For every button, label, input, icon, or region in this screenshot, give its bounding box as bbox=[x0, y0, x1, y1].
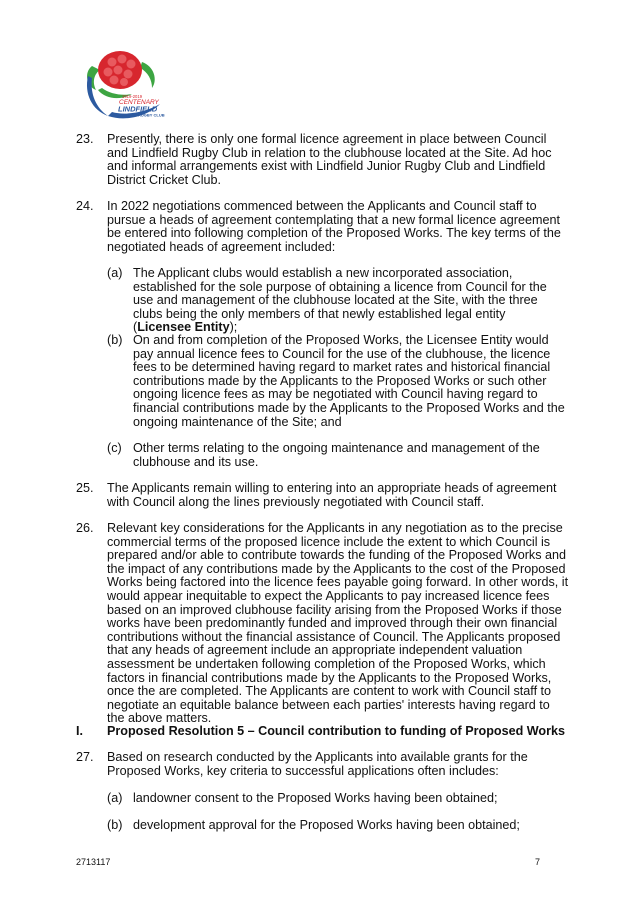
paragraph-text: Relevant key considerations for the Applicants in any negotiation as to the precise commercial terms of the proposed licence include the extent to which Council is prepared and/or able to contribute towards the funding of the Proposed Works and the impact of any contributions made by the Applicants to the cost of the Proposed Works being factored into the licence fees payable going forward. In other words, it would appear inequitable to expect the Applicants to pay increased licence fees based on an improved clubhouse facility arising from the Proposed Works if those works have been predominantly funded and improved through their own financial contributions without the financial assistance of Council. The Applicants proposed that any heads of agreement include an appropriate independent valuation assessment be undertaken following completion of the Proposed Works, which factors in financial contributions made by the Applicants to the Proposed Works, once the are completed. The Applicants are content to work with Council staff to negotiate an equitable balance between each parties' interests having regard to the above matters. bbox=[107, 521, 569, 726]
subparagraph-label: (a) bbox=[107, 266, 123, 280]
subparagraph-text: landowner consent to the Proposed Works having been obtained; bbox=[133, 791, 498, 805]
section-heading-text: Proposed Resolution 5 – Council contribution to funding of Proposed Works bbox=[107, 724, 566, 738]
subparagraph-label: (b) bbox=[107, 818, 123, 832]
logo-centenary: CENTENARY bbox=[119, 99, 159, 106]
subparagraph-text-before: The Applicant clubs would establish a new incorporated association, established for the sole purpose of obtaining a licence from Council for the use and management of the clubhouse located at the Site, with the three clubs being the only members of that newly established legal entity ( bbox=[133, 266, 547, 335]
footer-page-number: 7 bbox=[535, 857, 541, 867]
paragraph-text: Presently, there is only one formal licence agreement in place between Council and Lindfield Rugby Club in relation to the clubhouse located at the Site. Ad hoc and informal arrangements exist with Lindfield Junior Rugby Club and Lindfield District Cricket Club. bbox=[107, 132, 552, 187]
paragraph-text: The Applicants remain willing to entering into an appropriate heads of agreement with Council along the lines previously negotiated with Council staff. bbox=[107, 481, 557, 509]
paragraph-number: 25. bbox=[76, 481, 94, 495]
subparagraph-text: Other terms relating to the ongoing maintenance and management of the clubhouse and its use. bbox=[133, 441, 540, 469]
logo-name: LINDFIELD bbox=[118, 104, 158, 114]
paragraph-text: Based on research conducted by the Applicants into available grants for the Proposed Works, key criteria to successful applications often includes: bbox=[107, 750, 528, 778]
defined-term-licensee-entity: Licensee Entity bbox=[137, 320, 230, 335]
subparagraph-text: development approval for the Proposed Works having been obtained; bbox=[133, 818, 520, 832]
paragraph-text: In 2022 negotiations commenced between the Applicants and Council staff to pursue a heads of agreement contemplating that a new formal licence agreement be entered into following completion of the Proposed Works. The key terms of the negotiated heads of agreement included: bbox=[107, 199, 561, 254]
subparagraph-label: (a) bbox=[107, 791, 123, 805]
footer-document-id: 2713117 bbox=[76, 857, 111, 867]
logo-club: RUGBY CLUB bbox=[138, 112, 165, 118]
paragraph-number: 27. bbox=[76, 750, 94, 764]
lindfield-rugby-club-logo bbox=[82, 46, 166, 122]
subparagraph-text bbox=[133, 267, 567, 335]
paragraph-number: 24. bbox=[76, 199, 94, 213]
subparagraph-text: On and from completion of the Proposed Works, the Licensee Entity would pay annual licence fees to Council for the use of the clubhouse, the licence fees to be determined having regard to market rates and historical financial contributions made by the Applicants to the Proposed Works or such other ongoing licence fees as may be negotiated with Council having regard to financial contributions made by the Applicants to the Proposed Works and the ongoing maintenance of the Site; and bbox=[133, 333, 565, 429]
subparagraph-label: (b) bbox=[107, 333, 123, 347]
subparagraph-text-after: ); bbox=[229, 320, 238, 335]
paragraph-number: 23. bbox=[76, 132, 94, 146]
logo-years: 1919-2019 bbox=[122, 94, 143, 99]
subparagraph-label: (c) bbox=[107, 441, 122, 455]
paragraph-number: 26. bbox=[76, 521, 94, 535]
section-heading-number: I. bbox=[76, 724, 83, 738]
